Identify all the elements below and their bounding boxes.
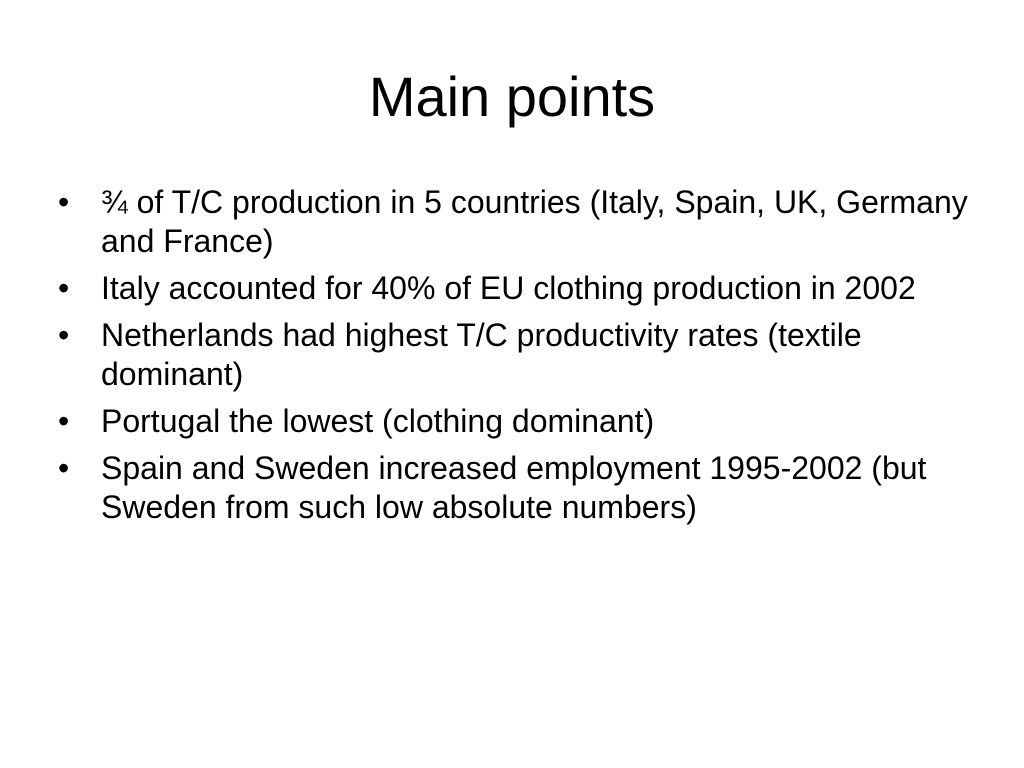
slide-title: Main points bbox=[368, 65, 656, 128]
bullet-icon: • bbox=[58, 403, 70, 439]
bullet-icon: • bbox=[58, 317, 70, 353]
bullet-item bbox=[58, 449, 978, 527]
bullet-text: ¾ of T/C production in 5 countries (Italy, Spain, UK, Germany and France) bbox=[101, 184, 968, 259]
bullet-item bbox=[58, 269, 978, 308]
bullet-text: Portugal the lowest (clothing dominant) bbox=[101, 403, 655, 439]
bullet-icon: • bbox=[58, 270, 70, 306]
bullet-item bbox=[58, 316, 978, 394]
bullet-item bbox=[58, 402, 978, 441]
bullet-list bbox=[58, 183, 978, 535]
bullet-icon: • bbox=[58, 450, 70, 486]
bullet-text: Spain and Sweden increased employment 1995-2002 (but Sweden from such low absolute numbers) bbox=[101, 450, 927, 525]
bullet-item bbox=[58, 183, 978, 261]
bullet-icon: • bbox=[58, 184, 70, 220]
bullet-text: Italy accounted for 40% of EU clothing production in 2002 bbox=[101, 270, 916, 306]
bullet-text: Netherlands had highest T/C productivity rates (textile dominant) bbox=[101, 317, 862, 392]
